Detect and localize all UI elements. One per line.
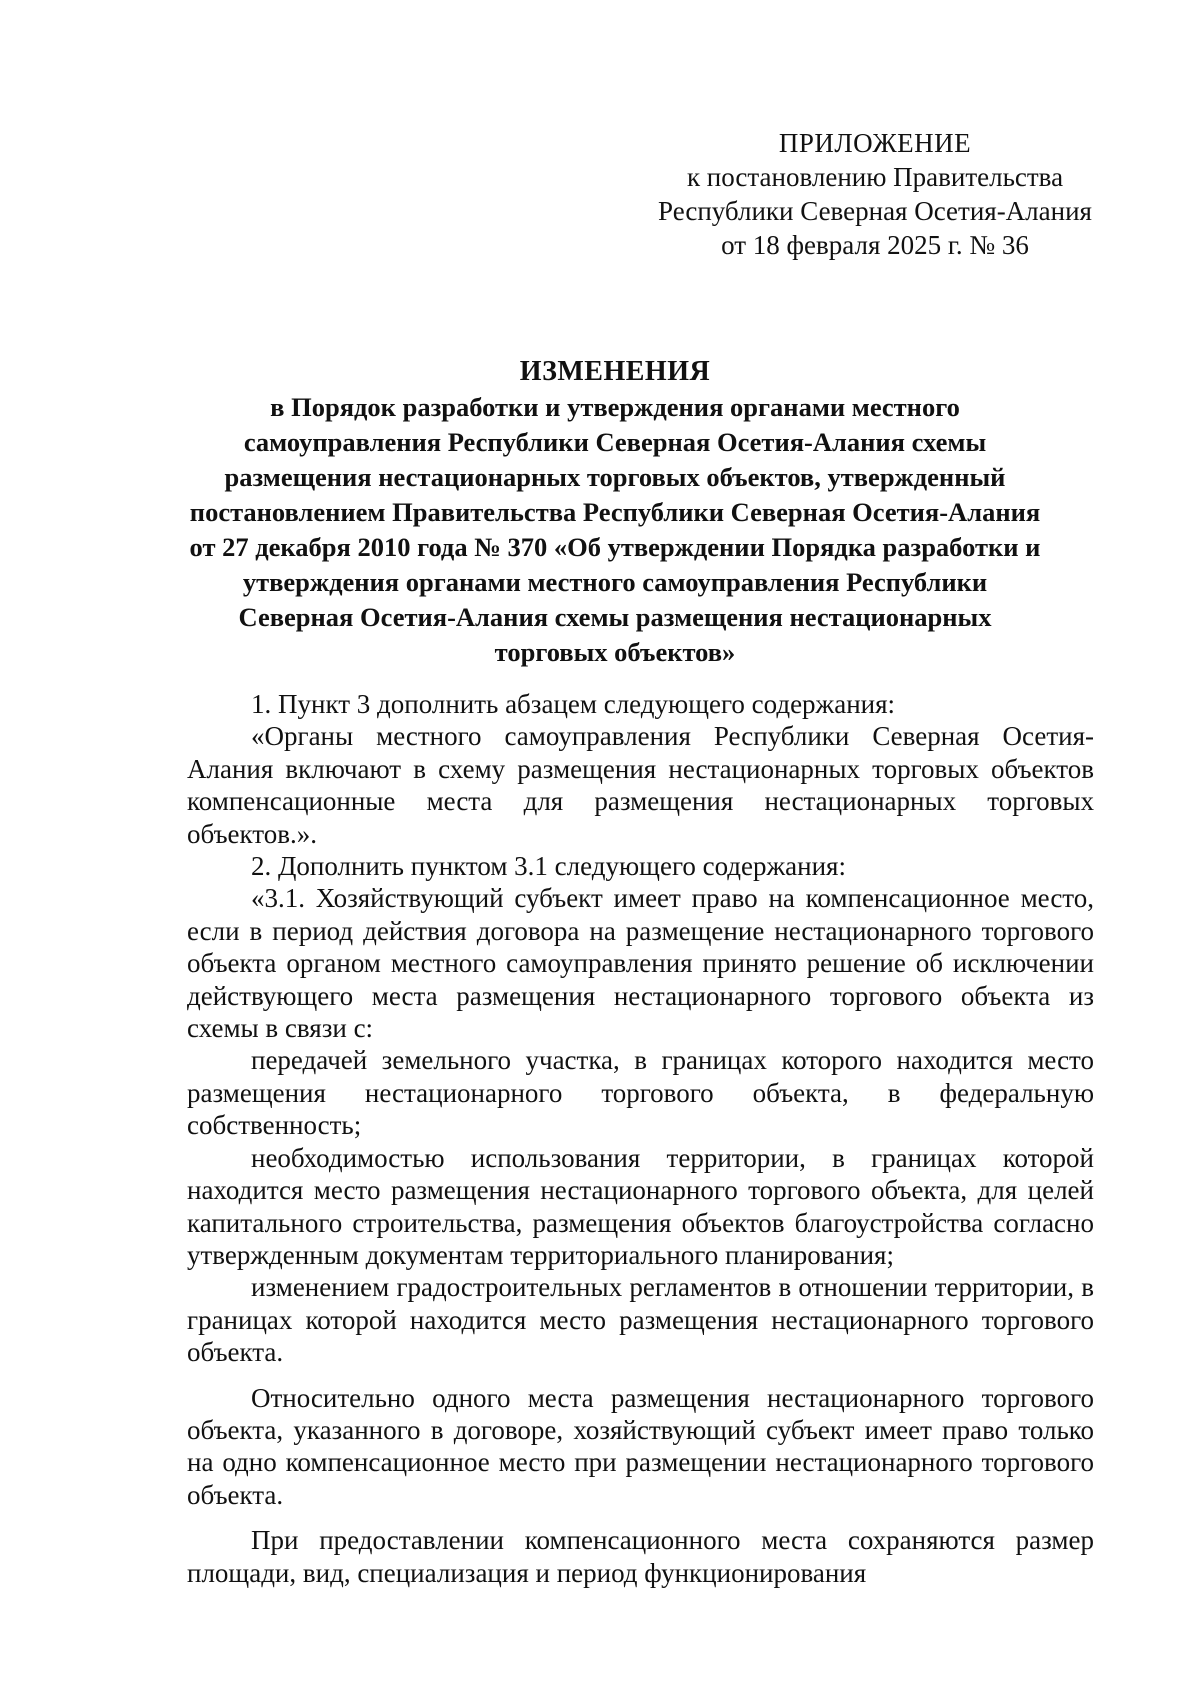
paragraph-single-place: Относительно одного места размещения нестационарного торгового объекта, указанного в договоре, хозяйствующий субъект имеет право только на одно компенсационное место при размещении нестационарного торгового объекта. [187,1382,1094,1510]
appendix-decree-line: к постановлению Правительства [686,162,1064,192]
appendix-label: ПРИЛОЖЕНИЕ [778,128,972,158]
paragraph-reason-1: передачей земельного участка, в границах которого находится место размещения нестационарного торгового объекта, в федеральную собственность; [187,1045,1094,1141]
title-line: торговых объектов» [494,637,736,667]
paragraph-preserved-terms: При предоставлении компенсационного места сохраняются размер площади, вид, специализация и период функционирования [187,1525,1094,1588]
appendix-date-number: от 18 февраля 2025 г. № 36 [721,230,1029,260]
title-line: от 27 декабря 2010 года № 370 «Об утверждении Порядка разработки и [189,532,1041,562]
appendix-republic-line: Республики Северная Осетия-Алания [658,196,1092,226]
paragraph-reason-2: необходимостью использования территории, в границах которой находится место размещения нестационарного торгового объекта, для целей капитального строительства, размещения объектов благоустройства согласно утвержденным документам территориального планирования; [187,1142,1094,1270]
appendix-header [635,126,1115,262]
title-line: в Порядок разработки и утверждения органами местного [270,392,960,422]
title-line: размещения нестационарных торговых объектов, утвержденный [224,462,1006,492]
title-line: утверждения органами местного самоуправления Республики [242,567,988,597]
document-body [187,688,1094,1589]
document-title [150,354,1080,670]
paragraph-quote-3-1: «3.1. Хозяйствующий субъект имеет право на компенсационное место, если в период действия договора на размещение нестационарного торгового объекта органом местного самоуправления принято решение об исключении действующего места размещения нестационарного торгового объекта из схемы в связи с: [187,883,1094,1044]
paragraph-reason-3: изменением градостроительных регламентов в отношении территории, в границах которой находится место размещения нестационарного торгового объекта. [187,1272,1094,1368]
paragraph-quote-1: «Органы местного самоуправления Республики Северная Осетия-Алания включают в схему размещения нестационарных торговых объектов компенсационные места для размещения нестационарных торговых объектов.». [187,721,1094,849]
paragraph-item-2: 2. Дополнить пунктом 3.1 следующего содержания: [251,851,846,882]
title-line: Северная Осетия-Алания схемы размещения нестационарных [238,602,992,632]
paragraph-item-1: 1. Пункт 3 дополнить абзацем следующего содержания: [251,689,896,719]
title-line: постановлением Правительства Республики Северная Осетия-Алания [189,497,1041,527]
title-heading: ИЗМЕНЕНИЯ [519,356,711,387]
title-line: самоуправления Республики Северная Осетия-Алания схемы [243,427,987,457]
